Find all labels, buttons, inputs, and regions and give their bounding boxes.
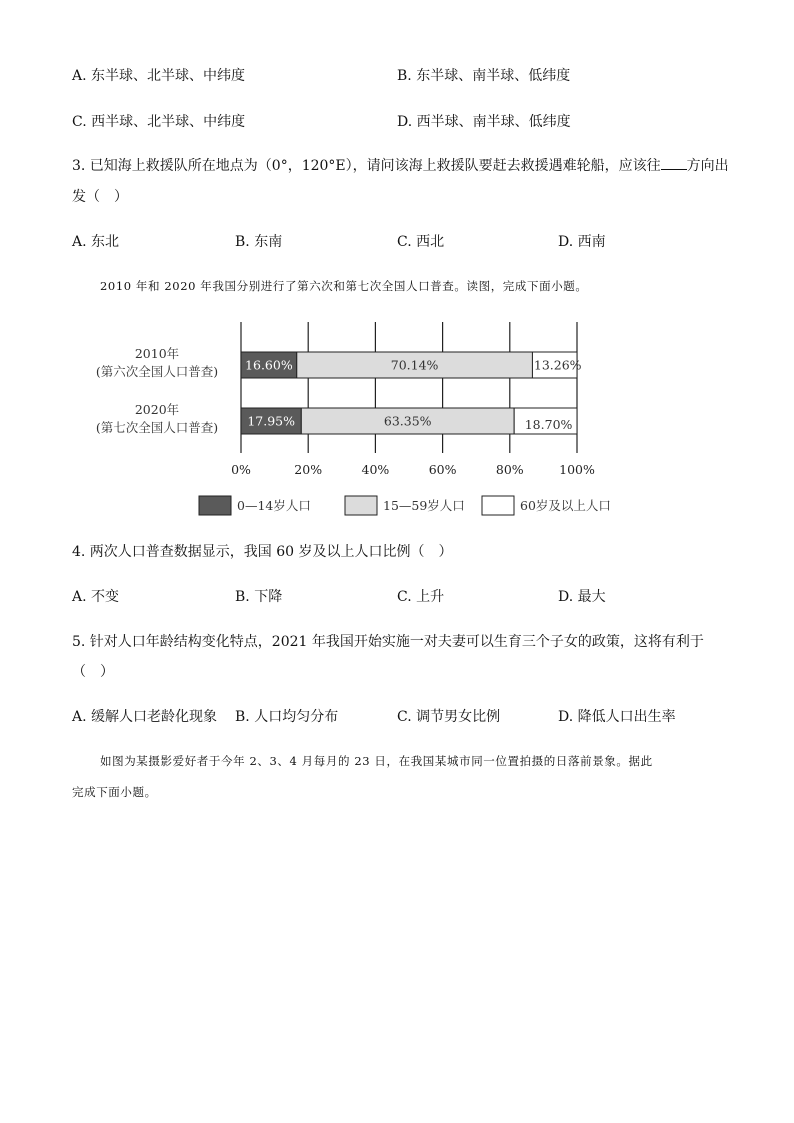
- bar-value-label: 70.14%: [390, 357, 439, 373]
- q2-option-c: C. 西半球、北半球、中纬度: [72, 114, 246, 130]
- answer-blank: [661, 157, 687, 170]
- x-tick-label: 0%: [231, 462, 251, 477]
- legend-swatch: [482, 496, 514, 515]
- q4-option-c: C. 上升: [397, 589, 445, 605]
- census-intro: 2010 年和 2020 年我国分别进行了第六次和第七次全国人口普查。读图，完成下面小题。: [100, 279, 588, 293]
- category-label-census: (第六次全国人口普查): [95, 364, 219, 379]
- q2-option-a: A. 东半球、北半球、中纬度: [72, 68, 246, 84]
- bar-value-label: 17.95%: [247, 413, 295, 429]
- q5-option-b: B. 人口均匀分布: [235, 709, 339, 725]
- x-tick-label: 80%: [495, 462, 524, 477]
- legend-label: 0—14岁人口: [237, 498, 311, 513]
- q3-option-b: B. 东南: [235, 234, 283, 250]
- q5-stem-line2: （ ）: [72, 664, 114, 680]
- category-label-year: 2010年: [134, 346, 180, 361]
- bar-value-label: 13.26%: [533, 357, 582, 373]
- q3-option-d: D. 西南: [558, 234, 606, 250]
- q4-option-a: A. 不变: [72, 589, 120, 605]
- q3-stem: 3. 已知海上救援队所在地点为（0°，120°E），请问该海上救援队要赶去救援遇难轮船，应该往 方向出: [72, 158, 729, 174]
- bar-value-label: 18.70%: [524, 417, 573, 432]
- x-tick-label: 20%: [294, 462, 323, 477]
- bar-value-label: 63.35%: [383, 413, 432, 429]
- q5-option-c: C. 调节男女比例: [397, 709, 501, 725]
- q4-option-d: D. 最大: [558, 589, 606, 605]
- bar-value-label: 16.60%: [245, 357, 293, 373]
- q2-option-d: D. 西半球、南半球、低纬度: [397, 114, 571, 130]
- q3-stem-line2: 发（ ）: [72, 189, 128, 205]
- x-tick-label: 60%: [428, 462, 457, 477]
- x-tick-label: 40%: [361, 462, 390, 477]
- photo-intro-line2: 完成下面小题。: [72, 785, 157, 799]
- q4-stem: 4. 两次人口普查数据显示，我国 60 岁及以上人口比例（ ）: [72, 544, 453, 560]
- q5-stem: 5. 针对人口年龄结构变化特点，2021 年我国开始实施一对夫妻可以生育三个子女的政策，这将有利于: [72, 634, 704, 650]
- census-stacked-bar-chart: [60, 310, 740, 530]
- photo-intro-line1: 如图为某摄影爱好者于今年 2、3、4 月每月的 23 日，在我国某城市同一位置拍摄的日落前景象。据此: [100, 754, 653, 768]
- category-label-year: 2020年: [134, 402, 180, 417]
- q5-option-a: A. 缓解人口老龄化现象: [72, 709, 218, 725]
- legend-swatch: [345, 496, 377, 515]
- q3-option-a: A. 东北: [72, 234, 120, 250]
- x-tick-label: 100%: [559, 462, 595, 477]
- category-label-census: (第七次全国人口普查): [95, 420, 219, 435]
- q3-option-c: C. 西北: [397, 234, 445, 250]
- q5-option-d: D. 降低人口出生率: [558, 709, 676, 725]
- q4-option-b: B. 下降: [235, 589, 283, 605]
- q2-option-b: B. 东半球、南半球、低纬度: [397, 68, 571, 84]
- legend-swatch: [199, 496, 231, 515]
- legend-label: 15—59岁人口: [383, 498, 465, 513]
- legend-label: 60岁及以上人口: [520, 498, 611, 513]
